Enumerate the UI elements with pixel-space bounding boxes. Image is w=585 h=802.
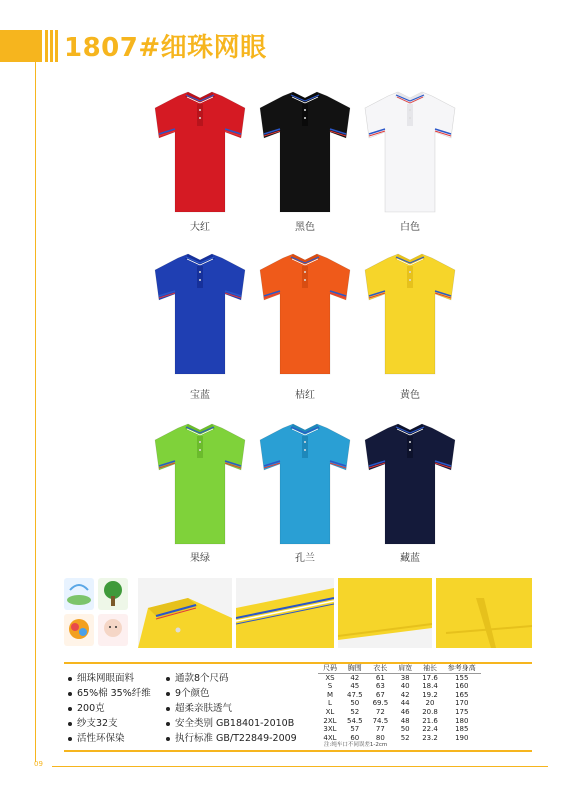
table-row [318, 691, 481, 700]
table-cell: 44 [400, 699, 410, 708]
feature-text: 活性环保染 [77, 733, 125, 744]
feature-item [166, 670, 229, 684]
table-cell: 40 [400, 682, 410, 691]
table-cell: 180 [455, 716, 469, 725]
table-cell: 45 [350, 682, 360, 691]
table-row [318, 717, 481, 726]
feature-item [166, 685, 210, 699]
feature-item [166, 715, 294, 729]
feature-item [166, 700, 232, 714]
shirt-5 [250, 250, 360, 400]
polo-shirt-icon [250, 420, 360, 546]
table-cell: 165 [455, 690, 469, 699]
table-cell: 42 [400, 690, 410, 699]
table-cell: L [328, 699, 332, 708]
feature-text: 纱支32支 [77, 718, 118, 729]
table-cell: 57 [350, 725, 360, 734]
feature-item [68, 670, 134, 684]
table-cell: 3XL [323, 725, 337, 734]
bullet-icon [68, 737, 72, 741]
breathable-icon [64, 578, 94, 610]
baby-skin-icon [98, 614, 128, 646]
table-cell: 80 [375, 733, 385, 742]
left-rule [35, 62, 36, 762]
table-cell: 67 [375, 690, 385, 699]
feature-item [68, 730, 125, 744]
color-label: 果绿 [190, 553, 210, 564]
page-title: 1807#细珠网眼 [64, 33, 267, 63]
table-cell: 61 [375, 673, 385, 682]
table-cell: M [326, 690, 334, 699]
shirt-7 [145, 420, 255, 570]
polo-shirt-icon [250, 88, 360, 214]
table-row [318, 708, 481, 717]
feature-text: 200克 [77, 703, 105, 714]
size-table-header: 胸围 [342, 664, 368, 673]
table-cell: 20.8 [422, 707, 438, 716]
table-row [318, 725, 481, 734]
table-cell: 46 [400, 707, 410, 716]
hem-detail-photo [338, 578, 432, 648]
table-cell: 52 [350, 707, 360, 716]
shirt-9 [355, 420, 465, 570]
color-label: 桔红 [295, 390, 315, 401]
table-cell: 47.5 [347, 690, 363, 699]
feature-text: 执行标准 GB/T22849-2009 [175, 733, 297, 744]
table-cell: 18.4 [422, 682, 438, 691]
table-cell: 54.5 [347, 716, 363, 725]
polo-shirt-icon [355, 250, 465, 376]
feature-text: 细珠网眼面料 [77, 673, 135, 684]
feature-item [68, 715, 118, 729]
sleeve-detail-photo [236, 578, 334, 648]
feature-text: 超柔亲肤透气 [175, 703, 233, 714]
shirt-4 [145, 250, 255, 400]
table-cell: 69.5 [372, 699, 389, 708]
table-cell: 52 [400, 733, 410, 742]
bullet-icon [166, 722, 170, 726]
bullet-icon [68, 722, 72, 726]
table-row [318, 673, 481, 682]
table-cell: 23.2 [422, 733, 438, 742]
table-cell: 17.6 [422, 673, 438, 682]
table-cell: 175 [455, 707, 469, 716]
collar-detail-photo [138, 578, 232, 648]
table-cell: 74.5 [372, 716, 389, 725]
footer-rule [52, 766, 548, 767]
polo-shirt-icon [250, 250, 360, 376]
table-cell: 42 [350, 673, 360, 682]
eco-tree-icon [98, 578, 128, 610]
header-stripe [45, 30, 48, 62]
table-cell: 22.4 [422, 725, 438, 734]
color-label: 宝蓝 [190, 390, 210, 401]
bullet-icon [68, 707, 72, 711]
polo-shirt-icon [145, 420, 255, 546]
table-cell: 38 [400, 673, 410, 682]
color-label: 黑色 [295, 222, 315, 233]
bullet-icon [68, 677, 72, 681]
table-cell: 155 [455, 673, 469, 682]
table-cell: 170 [455, 699, 469, 708]
shirt-2 [250, 88, 360, 238]
bullet-icon [166, 692, 170, 696]
polo-shirt-icon [145, 88, 255, 214]
size-table-header: 尺码 [318, 664, 342, 673]
page-number: 09 [34, 760, 43, 768]
table-cell: 4XL [323, 733, 337, 742]
table-cell: 20 [425, 699, 435, 708]
size-note: 注:纯车口不同误差1-2cm [324, 742, 388, 748]
shirt-8 [250, 420, 360, 570]
color-label: 藏蓝 [400, 553, 420, 564]
shirt-3 [355, 88, 465, 238]
table-row [318, 682, 481, 691]
table-cell: 72 [375, 707, 385, 716]
header-stripe [50, 30, 53, 62]
size-table-header: 参考身高 [443, 664, 481, 673]
table-cell: S [327, 682, 333, 691]
polo-shirt-icon [355, 88, 465, 214]
feature-text: 65%棉 35%纤维 [77, 688, 151, 699]
table-row [318, 699, 481, 708]
color-fast-icon [64, 614, 94, 646]
feature-text: 通款8个尺码 [175, 673, 229, 684]
side-vent-photo [436, 578, 532, 648]
table-cell: 50 [400, 725, 410, 734]
size-table [318, 664, 481, 742]
table-cell: 48 [400, 716, 410, 725]
feature-icons [64, 578, 130, 646]
size-table-header: 衣长 [368, 664, 394, 673]
feature-text: 9个颜色 [175, 688, 210, 699]
table-cell: XS [325, 673, 335, 682]
table-cell: 50 [350, 699, 360, 708]
header-accent-bar [0, 30, 42, 62]
feature-item [68, 700, 105, 714]
table-cell: 190 [455, 733, 469, 742]
shirt-6 [355, 250, 465, 400]
bullet-icon [68, 692, 72, 696]
feature-item [166, 730, 297, 744]
bullet-icon [166, 707, 170, 711]
size-table-header: 袖长 [417, 664, 443, 673]
size-table-header: 肩宽 [393, 664, 417, 673]
table-cell: XL [325, 707, 335, 716]
bullet-icon [166, 737, 170, 741]
shirt-1 [145, 88, 255, 238]
table-cell: 160 [455, 682, 469, 691]
table-cell: 21.6 [422, 716, 438, 725]
table-cell: 60 [350, 733, 360, 742]
table-cell: 185 [455, 725, 469, 734]
table-cell: 77 [375, 725, 385, 734]
feature-text: 安全类别 GB18401-2010B [175, 718, 295, 729]
bullet-icon [166, 677, 170, 681]
color-label: 孔兰 [295, 553, 315, 564]
table-cell: 2XL [323, 716, 337, 725]
table-cell: 19.2 [422, 690, 438, 699]
table-cell: 63 [375, 682, 385, 691]
header-stripe [55, 30, 58, 62]
color-label: 黄色 [400, 390, 420, 401]
color-label: 白色 [400, 222, 420, 233]
polo-shirt-icon [355, 420, 465, 546]
color-label: 大红 [190, 222, 210, 233]
feature-item [68, 685, 151, 699]
polo-shirt-icon [145, 250, 255, 376]
